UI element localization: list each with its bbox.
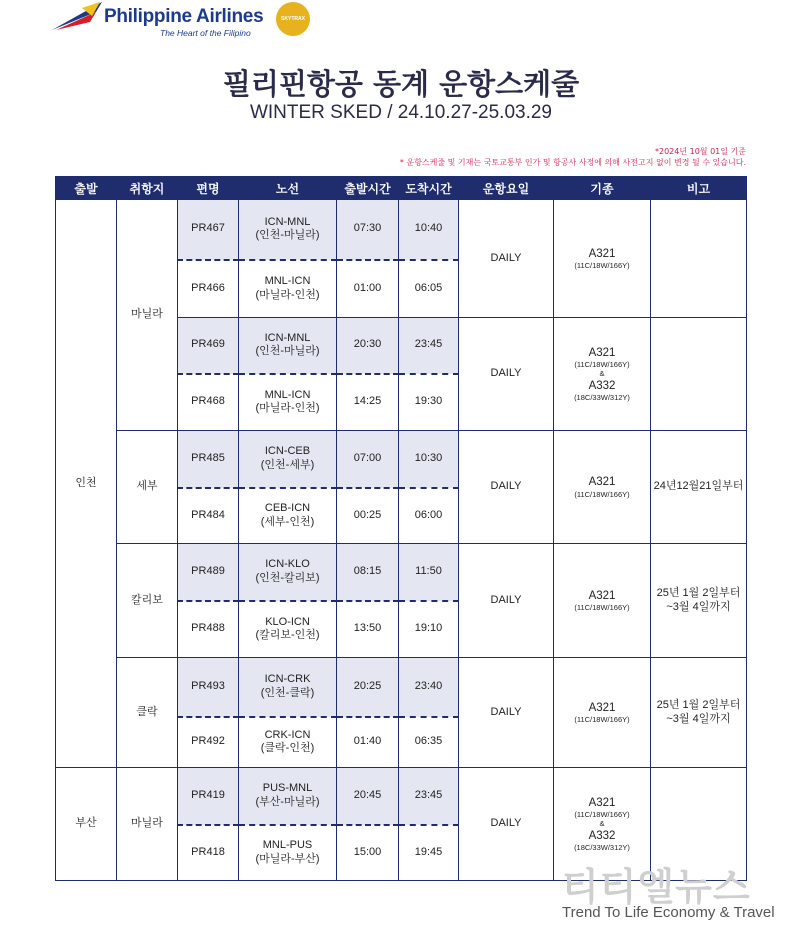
arrival-cell: 06:35 bbox=[399, 717, 459, 768]
flight-no-cell: PR469 bbox=[178, 318, 239, 374]
departure-cell: 20:30 bbox=[337, 318, 399, 374]
remark-cell bbox=[651, 200, 747, 318]
table-row bbox=[56, 200, 747, 260]
table-row bbox=[56, 431, 747, 488]
destination-cell: 세부 bbox=[117, 431, 178, 544]
flight-no-cell: PR493 bbox=[178, 658, 239, 717]
days-cell: DAILY bbox=[459, 318, 554, 431]
days-cell: DAILY bbox=[459, 768, 554, 881]
departure-cell: 13:50 bbox=[337, 601, 399, 658]
arrival-cell: 06:00 bbox=[399, 488, 459, 544]
departure-cell: 08:15 bbox=[337, 544, 399, 601]
arrival-cell: 10:30 bbox=[399, 431, 459, 488]
days-cell: DAILY bbox=[459, 658, 554, 768]
arrival-cell: 23:45 bbox=[399, 318, 459, 374]
flight-no-cell: PR492 bbox=[178, 717, 239, 768]
route-cell: PUS-MNL (부산-마닐라) bbox=[239, 768, 337, 825]
table-row bbox=[56, 544, 747, 601]
departure-cell: 20:25 bbox=[337, 658, 399, 717]
watermark-ko: 티티엘뉴스 bbox=[562, 865, 751, 909]
flight-no-cell: PR418 bbox=[178, 825, 239, 881]
col-header-origin: 출발 bbox=[56, 177, 117, 200]
brand-name: Philippine Airlines bbox=[104, 6, 264, 27]
basis-date-note: *2024년 10월 01일 기준 bbox=[655, 147, 746, 156]
route-cell: ICN-MNL (인천-마닐라) bbox=[239, 200, 337, 260]
schedule-table bbox=[55, 176, 747, 881]
origin-cell: 부산 bbox=[56, 768, 117, 881]
col-header-route: 노선 bbox=[239, 177, 337, 200]
departure-cell: 01:40 bbox=[337, 717, 399, 768]
destination-cell: 마닐라 bbox=[117, 200, 178, 431]
arrival-cell: 19:45 bbox=[399, 825, 459, 881]
col-header-remarks: 비고 bbox=[651, 177, 747, 200]
departure-cell: 14:25 bbox=[337, 374, 399, 431]
table-row bbox=[56, 658, 747, 717]
arrival-cell: 23:45 bbox=[399, 768, 459, 825]
destination-cell: 마닐라 bbox=[117, 768, 178, 881]
days-cell: DAILY bbox=[459, 200, 554, 318]
page-title: 필리핀항공 동계 운항스케줄 bbox=[222, 67, 580, 101]
aircraft-cell: A321 (11C/18W/166Y) bbox=[554, 200, 651, 318]
aircraft-cell: A321 (11C/18W/166Y) bbox=[554, 544, 651, 658]
table-row bbox=[56, 768, 747, 825]
skytrax-badge: SKYTRAX bbox=[276, 2, 310, 36]
airline-sun-icon bbox=[52, 2, 104, 32]
col-header-aircraft: 기종 bbox=[554, 177, 651, 200]
aircraft-cell: A321 (11C/18W/166Y) bbox=[554, 431, 651, 544]
departure-cell: 01:00 bbox=[337, 260, 399, 318]
flight-no-cell: PR468 bbox=[178, 374, 239, 431]
arrival-cell: 06:05 bbox=[399, 260, 459, 318]
aircraft-cell: A321 (11C/18W/166Y) & A332 (18C/33W/312Y) bbox=[554, 768, 651, 881]
arrival-cell: 23:40 bbox=[399, 658, 459, 717]
departure-cell: 20:45 bbox=[337, 768, 399, 825]
arrival-cell: 10:40 bbox=[399, 200, 459, 260]
flight-no-cell: PR466 bbox=[178, 260, 239, 318]
col-header-departure: 출발시간 bbox=[337, 177, 399, 200]
route-cell: KLO-ICN (칼리보-인천) bbox=[239, 601, 337, 658]
remark-cell: 25년 1월 2일부터 ~3월 4일까지 bbox=[651, 544, 747, 658]
route-cell: MNL-ICN (마닐라-인천) bbox=[239, 260, 337, 318]
flight-no-cell: PR485 bbox=[178, 431, 239, 488]
brand-tagline: The Heart of the Filipino bbox=[160, 28, 251, 38]
days-cell: DAILY bbox=[459, 431, 554, 544]
remark-cell bbox=[651, 318, 747, 431]
flight-no-cell: PR484 bbox=[178, 488, 239, 544]
route-cell: ICN-CRK (인천-클락) bbox=[239, 658, 337, 717]
days-cell: DAILY bbox=[459, 544, 554, 658]
destination-cell: 칼리보 bbox=[117, 544, 178, 658]
watermark-en: Trend To Life Economy & Travel bbox=[562, 904, 775, 921]
col-header-flight-no: 편명 bbox=[178, 177, 239, 200]
col-header-arrival: 도착시간 bbox=[399, 177, 459, 200]
departure-cell: 07:30 bbox=[337, 200, 399, 260]
disclaimer-note: * 운항스케줄 및 기재는 국토교통부 인가 및 항공사 사정에 의해 사전고지 없이 변경 될 수 있습니다. bbox=[399, 158, 746, 167]
table-header-row bbox=[56, 177, 747, 200]
flight-no-cell: PR419 bbox=[178, 768, 239, 825]
flight-no-cell: PR489 bbox=[178, 544, 239, 601]
route-cell: CRK-ICN (클락-인천) bbox=[239, 717, 337, 768]
route-cell: MNL-ICN (마닐라-인천) bbox=[239, 374, 337, 431]
remark-cell: 24년12월21일부터 bbox=[651, 431, 747, 544]
destination-cell: 클락 bbox=[117, 658, 178, 768]
aircraft-cell: A321 (11C/18W/166Y) & A332 (18C/33W/312Y) bbox=[554, 318, 651, 431]
route-cell: CEB-ICN (세부-인천) bbox=[239, 488, 337, 544]
arrival-cell: 19:30 bbox=[399, 374, 459, 431]
remark-cell: 25년 1월 2일부터 ~3월 4일까지 bbox=[651, 658, 747, 768]
flight-no-cell: PR488 bbox=[178, 601, 239, 658]
departure-cell: 00:25 bbox=[337, 488, 399, 544]
aircraft-cell: A321 (11C/18W/166Y) bbox=[554, 658, 651, 768]
origin-cell: 인천 bbox=[56, 200, 117, 768]
departure-cell: 07:00 bbox=[337, 431, 399, 488]
departure-cell: 15:00 bbox=[337, 825, 399, 881]
route-cell: ICN-KLO (인천-칼리보) bbox=[239, 544, 337, 601]
arrival-cell: 11:50 bbox=[399, 544, 459, 601]
col-header-destination: 취항지 bbox=[117, 177, 178, 200]
arrival-cell: 19:10 bbox=[399, 601, 459, 658]
route-cell: ICN-MNL (인천-마닐라) bbox=[239, 318, 337, 374]
flight-no-cell: PR467 bbox=[178, 200, 239, 260]
route-cell: MNL-PUS (마닐라-부산) bbox=[239, 825, 337, 881]
col-header-days: 운항요일 bbox=[459, 177, 554, 200]
page-subtitle: WINTER SKED / 24.10.27-25.03.29 bbox=[249, 102, 553, 123]
route-cell: ICN-CEB (인천-세부) bbox=[239, 431, 337, 488]
